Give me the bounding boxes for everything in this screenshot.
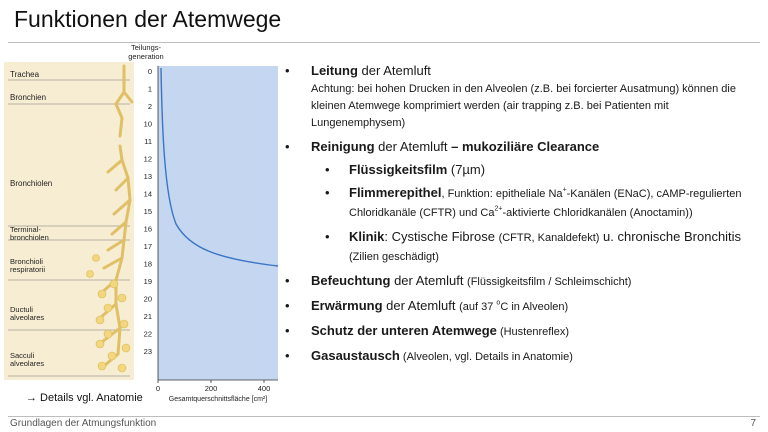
generation-label: 22 <box>143 329 152 339</box>
x-tick-label: 400 <box>257 384 271 393</box>
label-trachea: Trachea <box>10 70 40 79</box>
label-resp-1: Bronchioli <box>10 257 43 266</box>
subbullet-klinik-text-d: (Zilien geschädigt) <box>349 251 439 263</box>
label-terminal-2: bronchiolen <box>10 233 49 242</box>
generation-label: 19 <box>143 277 152 286</box>
generation-label: 15 <box>143 207 152 216</box>
bullet-erwaermung-note-a: (auf 37 <box>459 301 497 313</box>
label-resp-2: respiratorii <box>10 265 46 274</box>
generation-label: 17 <box>143 242 152 251</box>
airway-figure <box>4 44 280 404</box>
subbullet-klinik <box>283 228 761 266</box>
bullet-leitung-note: Achtung: bei hohen Drucken in den Alveolen (z.B. bei forcierter Ausatmung) können die kleinen Atemwege komprimiert werden (air trapping z.B. bei Patienten mit Lungenemphysem) <box>311 83 736 129</box>
footer-title: Grundlagen der Atmungsfunktion <box>10 418 157 429</box>
label-sacculi-1: Sacculi <box>10 351 35 360</box>
generation-header-line1: Teilungs- <box>130 44 162 52</box>
bullet-befeuchtung <box>283 272 761 291</box>
label-sacculi-2: alveolares <box>10 359 45 368</box>
subbullet-flimmerepithel-term: Flimmerepithel <box>349 185 442 200</box>
bullet-erwaermung-term: Erwärmung <box>311 298 383 313</box>
bullet-schutz-note: (Hustenreflex) <box>496 326 570 338</box>
generation-label: 13 <box>143 172 152 181</box>
bullet-gasaustausch-note: (Alveolen, vgl. Details in Anatomie) <box>399 351 573 363</box>
generation-label: 12 <box>143 154 152 164</box>
x-tick-labels <box>156 380 270 393</box>
bullet-gasaustausch-term: Gasaustausch <box>311 348 400 363</box>
subbullet-klinik-text-c: u. chronische Bronchitis <box>599 229 742 244</box>
subbullet-flimmerepithel-text-a: , Funktion: epitheliale Na <box>441 188 563 200</box>
generation-label: 16 <box>143 224 152 234</box>
x-tick-label: 0 <box>155 384 161 393</box>
bullet-befeuchtung-text: der Atemluft <box>390 273 468 288</box>
bullet-leitung <box>283 62 761 132</box>
subbullet-fluessigkeitsfilm-term: Flüssigkeitsfilm <box>349 162 448 177</box>
bullet-befeuchtung-term: Befeuchtung <box>311 273 391 288</box>
airway-figure-svg <box>4 44 280 404</box>
bullet-erwaermung-text: der Atemluft <box>382 298 460 313</box>
subbullet-fluessigkeitsfilm-text: (7µm) <box>447 162 486 177</box>
subbullet-flimmerepithel <box>283 184 761 222</box>
label-ductuli-2: alveolares <box>10 313 45 322</box>
x-axis-label: Gesamtquerschnittsfläche [cm²] <box>168 396 268 403</box>
bullet-schutz <box>283 322 761 341</box>
bullet-reinigung <box>283 138 761 155</box>
sup-degree: o <box>496 299 501 307</box>
generation-label: 1 <box>147 84 152 94</box>
label-terminal-1: Terminal- <box>10 225 41 234</box>
generation-label: 11 <box>144 137 152 146</box>
subbullet-klinik-text-b: (CFTR, Kanaldefekt) <box>498 232 600 244</box>
sup-na-plus: + <box>562 186 567 194</box>
subbullet-fluessigkeitsfilm <box>283 161 761 178</box>
subbullet-flimmerepithel-text-c: -aktivierte Chloridkanälen (Anoctamin)) <box>502 207 693 219</box>
page-number: 7 <box>750 418 756 429</box>
bullet-leitung-term: Leitung <box>311 63 358 78</box>
sup-ca-2plus: 2+ <box>494 205 503 213</box>
generation-label: 10 <box>143 119 152 129</box>
label-bronchien: Bronchien <box>10 93 47 102</box>
bullet-befeuchtung-note: (Flüssigkeitsfilm / Schleimschicht) <box>467 276 632 288</box>
bullet-reinigung-clearance: – mukoziliäre Clearance <box>451 139 600 154</box>
slide-title: Funktionen der Atemwege <box>14 6 282 32</box>
generation-label: 18 <box>143 259 152 269</box>
subbullet-klinik-term: Klinik <box>349 229 385 244</box>
label-bronchiolen: Bronchiolen <box>10 179 53 188</box>
generation-label: 0 <box>147 67 152 76</box>
bullet-list <box>283 62 761 372</box>
subbullet-flimmerepithel-text-b: -Kanälen (ENaC), cAMP-regulierten Chloridkanäle (CFTR) und Ca <box>349 188 742 219</box>
bullet-erwaermung-note-b: C in Alveolen) <box>500 301 569 313</box>
generation-label: 23 <box>143 347 152 356</box>
generation-label: 21 <box>143 312 152 321</box>
bullet-leitung-text: der Atemluft <box>357 63 431 78</box>
generation-label: 14 <box>143 189 152 199</box>
title-divider <box>8 42 760 43</box>
bullet-gasaustausch <box>283 347 761 366</box>
bullet-reinigung-term: Reinigung <box>311 139 375 154</box>
bullet-reinigung-text: der Atemluft <box>374 139 452 154</box>
bullet-schutz-term: Schutz der unteren Atemwege <box>311 323 497 338</box>
figure-caption: → Details vgl. Anatomie <box>26 392 143 404</box>
generation-labels <box>144 67 152 356</box>
generation-header-line2: generation <box>128 52 164 61</box>
footer-divider <box>8 416 760 417</box>
generation-label: 2 <box>147 102 152 111</box>
subbullet-klinik-text-a: : Cystische Fibrose <box>384 229 499 244</box>
label-ductuli-1: Ductuli <box>10 305 33 314</box>
generation-label: 20 <box>143 294 152 304</box>
bullet-erwaermung <box>283 297 761 316</box>
x-tick-label: 200 <box>204 384 218 393</box>
